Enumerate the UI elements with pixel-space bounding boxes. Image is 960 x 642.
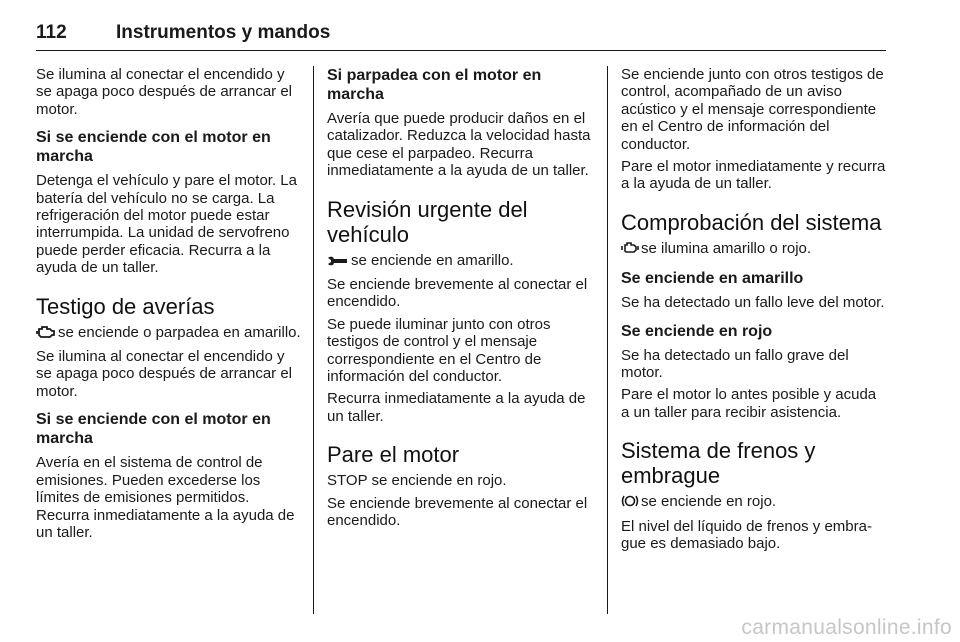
section-title: Instrumentos y mandos — [116, 22, 331, 43]
column-1 — [36, 66, 302, 546]
paragraph: Se ha detectado un fallo grave del motor. — [621, 346, 849, 382]
column-divider — [313, 66, 314, 614]
section-heading: Revisión urgente del vehículo — [327, 196, 528, 247]
column-divider — [607, 66, 608, 614]
section-heading: Testigo de averías — [36, 293, 215, 319]
paragraph-text: se enciende o parpadea en amarillo. — [58, 323, 301, 341]
paragraph: Pare el motor lo antes posible y acuda a un taller para recibir asistencia. — [621, 386, 877, 421]
paragraph-text: se enciende en rojo. — [641, 493, 777, 511]
section-heading: Pare el motor — [327, 442, 460, 468]
subheading: Se enciende en rojo — [621, 322, 773, 340]
paragraph: Pare el motor inmediatamente y recurra a la ayuda de un taller. — [621, 158, 886, 193]
paragraph: Se ilumina al conectar el encendido y se apaga poco después de arrancar el motor. — [36, 66, 293, 118]
engine-icon — [36, 325, 56, 343]
brake-icon — [621, 494, 639, 512]
wrench-icon — [327, 254, 349, 271]
paragraph: Se enciende brevemente al conectar el encendido. — [327, 494, 588, 530]
paragraph: Se ha detectado un fallo leve del motor. — [621, 294, 885, 312]
page-header — [36, 22, 886, 51]
subheading: Si se enciende con el motor en marcha — [36, 411, 271, 448]
paragraph: Se puede iluminar junto con otros testigos de control y el mensaje correspondiente en el Centro de información del conductor. — [327, 315, 551, 386]
subheading: Se enciende en amarillo — [621, 270, 804, 288]
column-3 — [621, 66, 887, 558]
paragraph: Se ilumina al conectar el encendido y se apaga poco después de arrancar el motor. — [36, 348, 293, 400]
paragraph — [621, 240, 887, 259]
page-number: 112 — [36, 22, 67, 43]
paragraph — [36, 324, 302, 343]
column-2 — [327, 66, 593, 535]
paragraph: Se enciende brevemente al conectar el encendido. — [327, 276, 588, 311]
subheading: Si parpadea con el motor en marcha — [327, 67, 542, 103]
paragraph: El nivel del líquido de frenos y embrague es demasiado bajo. — [621, 517, 872, 553]
paragraph: Recurra inmediatamente a la ayuda de un taller. — [327, 390, 586, 425]
section-heading: Comprobación del sistema — [621, 209, 882, 235]
paragraph: Avería en el sistema de control de emisiones. Pueden excederse los límites de emisiones permitidos. Recurra inmediatamente a la ayuda de un taller. — [36, 454, 295, 541]
paragraph — [327, 252, 593, 271]
paragraph-text: se enciende en amarillo. — [351, 251, 514, 269]
paragraph-text: se ilumina amarillo o rojo. — [641, 239, 812, 257]
paragraph: STOP se enciende en rojo. — [327, 472, 507, 490]
subheading: Si se enciende con el motor en marcha — [36, 129, 271, 166]
paragraph: Detenga el vehículo y pare el motor. La batería del vehículo no se carga. La refrigeración del motor puede estar interrumpida. La unidad de servofreno puede perder eficacia. Recurra a la ayuda de un taller. — [36, 172, 297, 277]
paragraph — [621, 493, 887, 512]
watermark: carmanualsonline.info — [741, 616, 952, 639]
system-check-icon — [621, 241, 639, 259]
paragraph: Avería que puede producir daños en el catalizador. Reduzca la velocidad hasta que cese el parpadeo. Recurra inmediatamente a la ayuda de un taller. — [327, 110, 591, 180]
section-heading: Sistema de frenos y embrague — [621, 438, 816, 489]
paragraph: Se enciende junto con otros testigos de control, acompañado de un aviso acústico y el mensaje correspondiente en el Centro de información del conductor. — [621, 66, 884, 153]
